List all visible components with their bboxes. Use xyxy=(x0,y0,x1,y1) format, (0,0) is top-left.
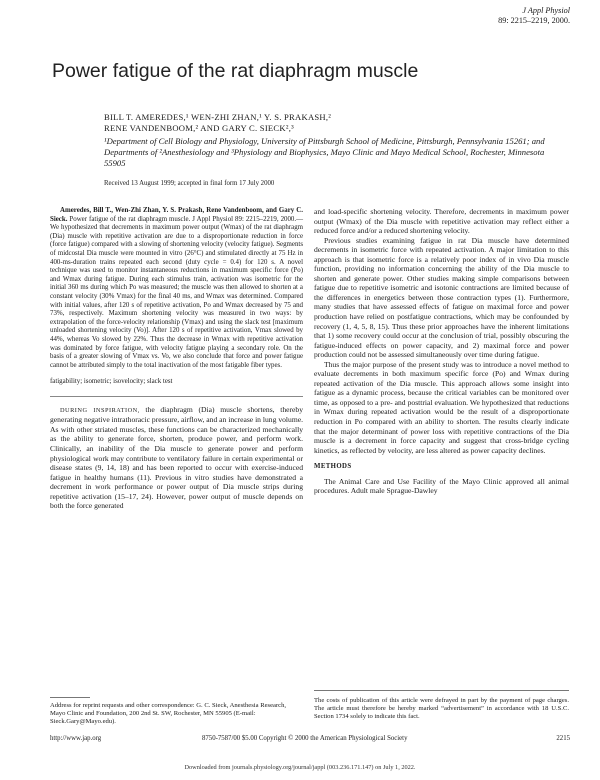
abstract xyxy=(50,207,303,370)
methods-heading: METHODS xyxy=(314,463,352,471)
page-number: 2215 xyxy=(556,735,570,742)
affiliations: ¹Department of Cell Biology and Physiology, University of Pittsburgh School of Medicine, Pittsburgh, Pennsylvania 15261; and Departments of ²Anesthesiology and ³Physiology and Biophysics, Mayo Clinic and Mayo Medical School, Rochester, Minnesota 55905 xyxy=(104,136,545,168)
authors-line-1: BILL T. AMEREDES,¹ WEN-ZHI ZHAN,¹ Y. S. PRAKASH,² xyxy=(104,112,332,122)
author-list xyxy=(104,112,331,134)
paragraph-3: Thus the major purpose of the present study was to introduce a novel method to evaluate decrements in both maximum specific force (Po) and Wmax during repeated activation of the Dia muscle. This approach allows some insight into fatigue as a dynamic process, because the critical variables can be monitored over time, as opposed to a pre- and posttrial evaluation. We hypothesized that reductions in Wmax during repeated activation would be the result of a disproportionate reduction in Po compared with an ability to shorten. The results clearly indicate that the major determinant of power loss with repetitive contractions of the Dia muscle is a decrement in force capacity and suggest that cross-bridge cycling kinetics, as reflected by velocity, are less altered as power capacity declines. xyxy=(314,359,569,455)
intro-paragraph xyxy=(50,405,303,511)
abstract-text: Power fatigue of the rat diaphragm muscle. J Appl Physiol 89: 2215–2219, 2000.—We hypothesized that decrements in maximum power output (Wmax) of the rat diaphragm (Dia) muscle with repetitive activation are due to a disproportionate reduction in force (force fatigue) compared with a slowing of shortening velocity (velocity fatigue). Segments of midcostal Dia muscle were mounted in vitro (26°C) and stimulated directly at 75 Hz in 400-ms-duration trains repeated each second (duty cycle = 0.4) for 120 s. A novel technique was used to monitor instantaneous reductions in maximum specific force (Po) and Wmax during fatigue. During each stimulus train, activation was isometric for the initial 360 ms during which Po was measured; the muscle was then allowed to shorten at a constant velocity (30% Vmax) for the final 40 ms, and Wmax was determined. Compared with initial values, after 120 s of repetitive activation, Po and Wmax decreased by 75 and 73%, respectively. Maximum shortening velocity was measured in two ways: by extrapolation of the force-velocity relationship (Vmax) and using the slack test [maximum unloaded shortening velocity (Vo)]. After 120 s of repetitive activation, Vmax slowed by 44%, whereas Vo slowed by 22%. Thus the decrease in Wmax with repetitive activation was dominated by force fatigue, with velocity fatigue playing a secondary role. On the basis of a greater slowing of Vmax vs. Vo, we also conclude that force and power fatigue cannot be attributed simply to the total inactivation of the most fatigable fiber types. xyxy=(50,215,303,369)
download-note: Downloaded from journals.physiology.org/journal/jappl (003.236.171.147) on July 1, 2022. xyxy=(184,764,416,771)
copyright: 8750-7587/00 $5.00 Copyright © 2000 the American Physiological Society xyxy=(202,735,408,742)
journal-citation: 89: 2215–2219, 2000. xyxy=(498,16,570,25)
abstract-divider xyxy=(50,396,303,397)
received-dates: Received 13 August 1999; accepted in final form 17 July 2000 xyxy=(104,180,275,187)
right-column xyxy=(314,207,569,496)
paragraph-4: The Animal Care and Use Facility of the Mayo Clinic approved all animal procedures. Adult male Sprague-Dawley xyxy=(314,476,569,496)
footnote-rule-right xyxy=(314,690,569,691)
publication-cost-footnote: The costs of publication of this article were defrayed in part by the payment of page charges. The article must therefore be hereby marked “advertisement” in accordance with 18 U.S.C. Section 1734 solely to indicate this fact. xyxy=(314,697,569,721)
journal-reference xyxy=(498,6,570,26)
keywords: fatigability; isometric; isovelocity; slack test xyxy=(50,378,173,386)
article-title: Power fatigue of the rat diaphragm muscle xyxy=(52,60,419,82)
intro-text: the diaphragm (Dia) muscle shortens, thereby generating negative intrathoracic pressure, airflow, and an increase in lung volume. As with other striated muscles, these functions can be characterized mechanically as the ability to generate force, shorten, produce power, and perform work. Clinically, an inability of the Dia muscle to generate power and perform physiological work may contribute to ventilatory failure in certain experimental or disease states (9, 14, 18) and has been reported to occur with exercise-induced fatigue in healthy humans (11). Previous in vitro studies have demonstrated a decrement in work performance or power output of Dia muscle strips during repetitive activation (15–17, 24). However, power output of muscle depends on both the force generated xyxy=(50,404,304,511)
left-column xyxy=(50,207,303,511)
abstract-lead: Ameredes, Bill T., Wen-Zhi Zhan, Y. S. Prakash, Rene Vandenboom, and Gary C. Sieck. xyxy=(50,207,303,223)
journal-name: J Appl Physiol xyxy=(522,6,570,15)
paragraph-2: Previous studies examining fatigue in rat Dia muscle have determined decrements in isometric force with repeated activation. A major limitation to this approach is that isometric force is a relatively poor index of in vivo Dia muscle function, providing no information concerning the ability of the Dia muscle to shorten and generate power. Other studies making simple comparisons between fatigue due to repetitive isometric and isotonic contractions are limited because of the differences in energetics between those contraction types (1). Furthermore, many studies that have assessed effects of fatigue on maximal force and power production have relied on postfatigue contractions, which may be confounded by recovery (1, 4, 5, 8, 15). Thus these prior approaches have the inherent limitations that 1) some recovery could occur at the conclusion of trial, possibly obscuring the fatigue-induced effects on power capacity, and 2) maximal force and power production could not be assessed simultaneously over time during fatigue. xyxy=(314,235,569,360)
correspondence-footnote: Address for reprint requests and other correspondence: G. C. Sieck, Anesthesia Research, Mayo Clinic and Foundation, 200 2nd St. SW, Rochester, MN 55905 (E-mail: Sieck.Gary@Mayo.edu). xyxy=(50,702,287,726)
paragraph-1: and load-specific shortening velocity. Therefore, decrements in maximum power output (Wmax) of the Dia muscle with repetitive activation may reflect either a reduced force and/or a reduced shortening velocity. xyxy=(314,207,569,236)
authors-line-2: RENE VANDENBOOM,² AND GARY C. SIECK²,³ xyxy=(104,123,294,133)
intro-lead: DURING INSPIRATION, xyxy=(60,406,140,414)
footnote-rule-left xyxy=(50,697,90,698)
journal-url[interactable]: http://www.jap.org xyxy=(50,735,102,742)
